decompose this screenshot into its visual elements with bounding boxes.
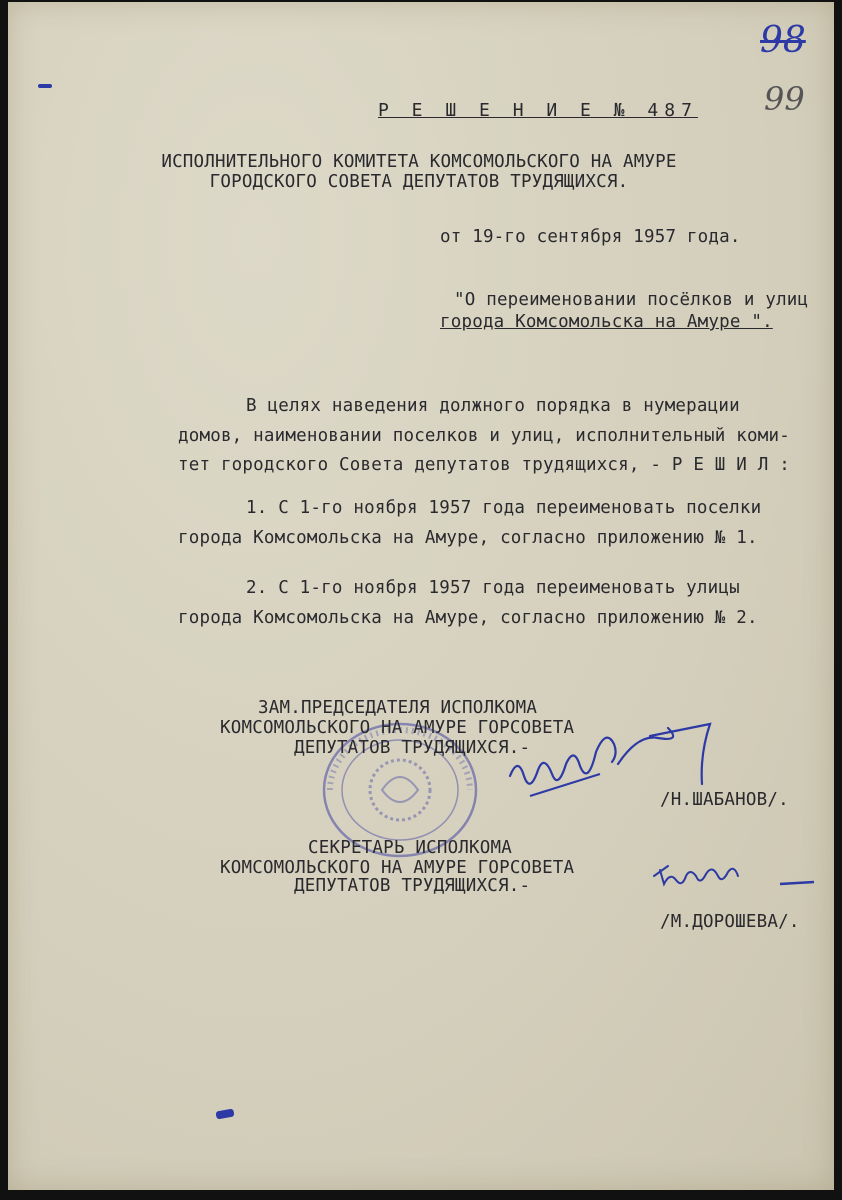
preamble-line-1: В целях наведения должного порядка в нумерации	[246, 396, 740, 416]
deputy-title-line-3: ДЕПУТАТОВ ТРУДЯЩИХСЯ.-	[294, 738, 531, 758]
preamble-line-3: тет городского Совета депутатов трудящихся, - Р Е Ш И Л :	[178, 455, 790, 475]
subject-line-2: города Комсомольска на Амуре ".	[440, 312, 773, 332]
item-2-line-1: 2. С 1-го ноября 1957 года переименовать улицы	[246, 578, 740, 598]
ink-mark	[215, 1108, 234, 1119]
archive-number-new: 99	[764, 80, 805, 118]
item-2-line-2: города Комсомольска на Амуре, согласно приложению № 2.	[178, 608, 758, 628]
deputy-title-line-2: КОМСОМОЛЬСКОГО НА АМУРЕ ГОРСОВЕТА	[220, 718, 575, 738]
preamble-line-2: домов, наименовании поселков и улиц, исполнительный коми-	[178, 426, 790, 446]
deputy-title-line-1: ЗАМ.ПРЕДСЕДАТЕЛЯ ИСПОЛКОМА	[258, 698, 538, 718]
secretary-signature	[648, 854, 818, 894]
secretary-title-line-3: ДЕПУТАТОВ ТРУДЯЩИХСЯ.-	[294, 876, 531, 896]
secretary-title-line-1: СЕКРЕТАРЬ ИСПОЛКОМА	[308, 838, 512, 858]
item-1-line-1: 1. С 1-го ноября 1957 года переименовать поселки	[246, 498, 762, 518]
secretary-title-line-2: КОМСОМОЛЬСКОГО НА АМУРЕ ГОРСОВЕТА	[220, 858, 575, 878]
item-1-line-2: города Комсомольска на Амуре, согласно приложению № 1.	[178, 528, 758, 548]
org-line-1: ИСПОЛНИТЕЛЬНОГО КОМИТЕТА КОМСОМОЛЬСКОГО НА АМУРЕ	[161, 152, 677, 172]
archive-number-old: 98	[760, 20, 806, 61]
document-title: Р Е Ш Е Н И Е № 487	[378, 100, 698, 121]
document-date: от 19-го сентября 1957 года.	[440, 227, 741, 247]
document-page	[8, 2, 834, 1190]
org-line-2: ГОРОДСКОГО СОВЕТА ДЕПУТАТОВ ТРУДЯЩИХСЯ.	[209, 172, 629, 192]
deputy-name: /Н.ШАБАНОВ/.	[660, 790, 789, 810]
subject-line-1: "О переименовании посёлков и улиц	[454, 290, 809, 310]
secretary-name: /М.ДОРОШЕВА/.	[660, 912, 800, 932]
ink-mark	[38, 84, 52, 88]
